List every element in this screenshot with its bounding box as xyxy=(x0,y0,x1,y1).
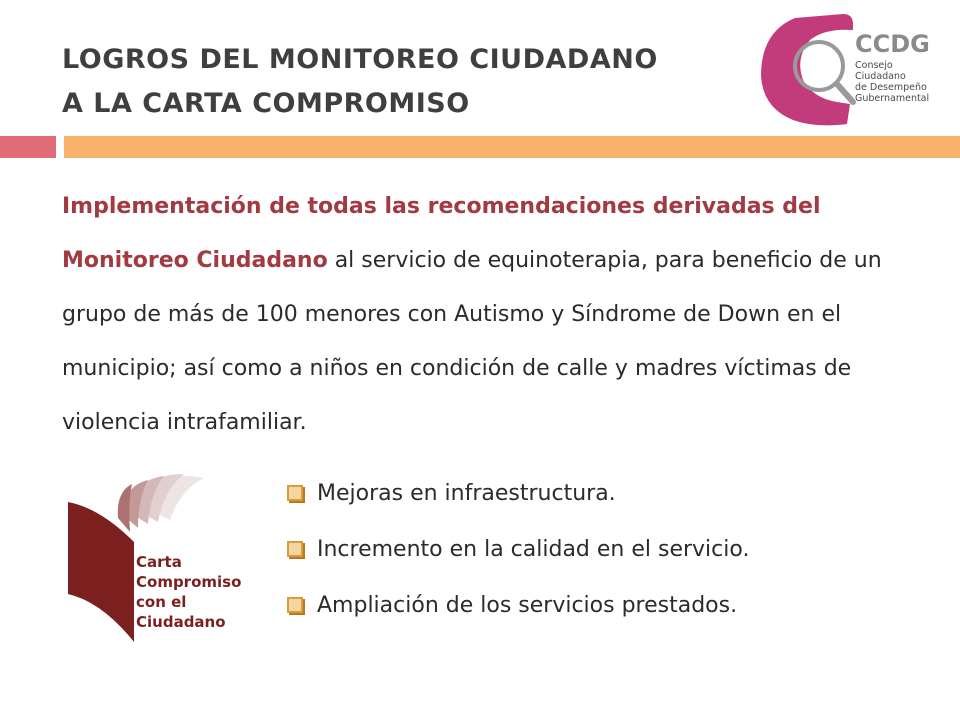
logo-name-line-2: Ciudadano xyxy=(855,71,906,82)
ccdg-logo xyxy=(755,10,940,130)
accent-bar-left xyxy=(0,136,56,158)
bullet-item xyxy=(287,521,749,577)
body-paragraph xyxy=(62,180,902,450)
book-label-line-3: con el xyxy=(136,593,187,611)
logo-acronym: CCDG xyxy=(855,30,930,58)
checkbox-bullet-icon xyxy=(287,597,303,613)
bullet-item xyxy=(287,577,749,633)
bullet-text: Mejoras en infraestructura. xyxy=(317,480,616,506)
logo-name-line-3: de Desempeño xyxy=(855,82,927,93)
body-highlight: Implementación de todas las recomendaciones derivadas del Monitoreo Ciudadano xyxy=(62,194,821,273)
body-text: al servicio de equinoterapia, para beneficio de un grupo de más de 100 menores con Autismo y Síndrome de Down en el municipio; así como a niños en condición de calle y madres víctimas de violencia intrafamiliar. xyxy=(62,248,882,435)
magnifier-handle xyxy=(837,84,853,102)
bullet-text: Incremento en la calidad en el servicio. xyxy=(317,536,750,562)
slide-title xyxy=(62,38,658,126)
logo-name-line-4: Gubernamental xyxy=(855,93,930,104)
bullet-text: Ampliación de los servicios prestados. xyxy=(317,592,738,618)
logo-magenta-hand-shape xyxy=(761,14,853,125)
book-label-line-2: Compromiso xyxy=(136,573,242,591)
book-label-line-1: Carta xyxy=(136,553,182,571)
logo-name-line-1: Consejo xyxy=(855,60,893,71)
title-line-1: LOGROS DEL MONITOREO CIUDADANO xyxy=(62,44,658,75)
bullet-list xyxy=(287,465,749,633)
title-line-2: A LA CARTA COMPROMISO xyxy=(62,88,470,119)
accent-bar-right xyxy=(64,136,960,158)
bullet-item xyxy=(287,465,749,521)
checkbox-bullet-icon xyxy=(287,541,303,557)
book-label xyxy=(136,552,241,632)
checkbox-bullet-icon xyxy=(287,485,303,501)
book-label-line-4: Ciudadano xyxy=(136,613,226,631)
